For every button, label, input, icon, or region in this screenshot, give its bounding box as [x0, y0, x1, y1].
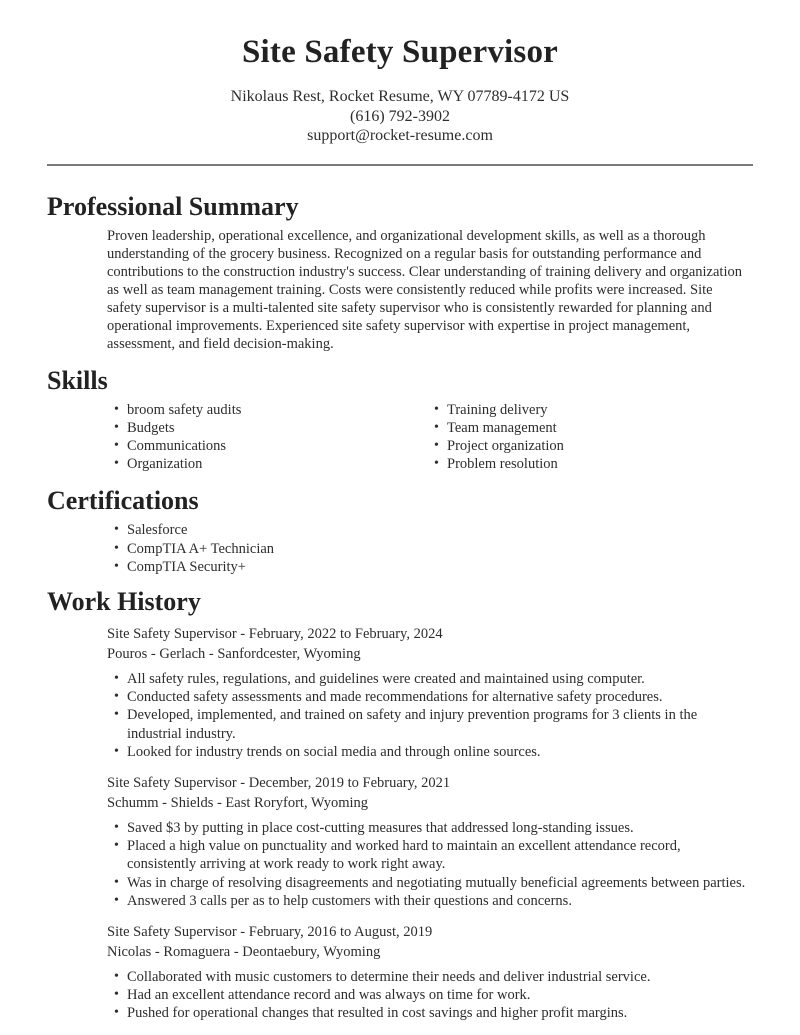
certifications-list [107, 521, 753, 576]
section-skills [47, 366, 753, 474]
resume-header [47, 0, 753, 146]
job-bullet: • Conducted safety assessments and made recommendations for alternative safety procedures. [107, 688, 753, 706]
certifications-heading: Certifications [47, 486, 199, 516]
job-company-line: Nicolas - Romaguera - Deontaebury, Wyoming [107, 943, 381, 960]
skills-list-left [107, 401, 427, 474]
job-bullet: • Was in charge of resolving disagreements and negotiating mutually beneficial agreements between parties. [107, 874, 753, 892]
summary-text: Proven leadership, operational excellence, and organizational development skills, as well as a thorough understanding of the grocery business. Recognized on a regular basis for outstanding performance and contributions to the construction industry's success. Clear understanding of training delivery and organization as well as team management training. Costs were consistently reduced while profits were increased. Site safety supervisor is a multi-talented site safety supervisor who is consistently rewarded for planning and operational improvements. Experienced site safety supervisor with expertise in project management, assessment, and field decision-making. [107, 227, 742, 352]
job-bullet: • Developed, implemented, and trained on safety and injury prevention programs for 3 clients in the industrial industry. [107, 706, 753, 742]
job-header [107, 773, 753, 813]
skill-item: • Organization [107, 455, 427, 473]
work-history-heading: Work History [47, 586, 201, 616]
skill-item: • Project organization [427, 437, 753, 455]
certification-item: • Salesforce [107, 521, 753, 539]
skill-item: • Training delivery [427, 401, 753, 419]
job-title-line: Site Safety Supervisor - February, 2022 to February, 2024 [107, 625, 443, 642]
job-company-line: Pouros - Gerlach - Sanfordcester, Wyoming [107, 645, 361, 662]
summary-heading: Professional Summary [47, 191, 299, 221]
job-bullet-list [107, 670, 753, 761]
job-bullet: • Saved $3 by putting in place cost-cutting measures that addressed long-standing issues. [107, 819, 753, 837]
certification-item: • CompTIA A+ Technician [107, 540, 753, 558]
header-divider [47, 164, 753, 166]
contact-block [47, 87, 753, 146]
skills-heading: Skills [47, 365, 108, 395]
job-bullet: • Had an excellent attendance record and was always on time for work. [107, 986, 753, 1004]
section-work-history [47, 587, 753, 1023]
job-bullet-list [107, 968, 753, 1023]
contact-address: Nikolaus Rest, Rocket Resume, WY 07789-4172 US [230, 88, 570, 105]
job-company-line: Schumm - Shields - East Roryfort, Wyoming [107, 794, 369, 811]
skills-columns [107, 401, 753, 474]
job-bullet: • Answered 3 calls per as to help customers with their questions and concerns. [107, 892, 753, 910]
skill-item: • Budgets [107, 419, 427, 437]
job-header [107, 624, 753, 664]
job-entry [47, 624, 753, 761]
contact-email: support@rocket-resume.com [307, 127, 493, 144]
skill-item: • broom safety audits [107, 401, 427, 419]
job-header [107, 922, 753, 962]
job-title-line: Site Safety Supervisor - December, 2019 to February, 2021 [107, 774, 451, 791]
section-professional-summary [47, 192, 753, 353]
contact-phone: (616) 792-3902 [350, 107, 450, 125]
job-entry [47, 773, 753, 910]
skill-item: • Problem resolution [427, 455, 753, 473]
job-title-line: Site Safety Supervisor - February, 2016 to August, 2019 [107, 923, 433, 940]
job-bullet: • Pushed for operational changes that resulted in cost savings and higher profit margins. [107, 1004, 753, 1022]
skill-item: • Team management [427, 419, 753, 437]
job-bullet-list [107, 819, 753, 910]
page-title: Site Safety Supervisor [241, 34, 559, 70]
section-certifications [47, 486, 753, 576]
job-entry [47, 922, 753, 1023]
job-bullet: • All safety rules, regulations, and guidelines were created and maintained using computer. [107, 670, 753, 688]
job-bullet: • Placed a high value on punctuality and worked hard to maintain an excellent attendance record, consistently arriving at work ready to work right away. [107, 837, 753, 873]
skill-item: • Communications [107, 437, 427, 455]
job-bullet: • Looked for industry trends on social media and through online sources. [107, 743, 753, 761]
skills-list-right [427, 401, 753, 474]
job-bullet: • Collaborated with music customers to determine their needs and deliver industrial service. [107, 968, 753, 986]
certification-item: • CompTIA Security+ [107, 558, 753, 576]
